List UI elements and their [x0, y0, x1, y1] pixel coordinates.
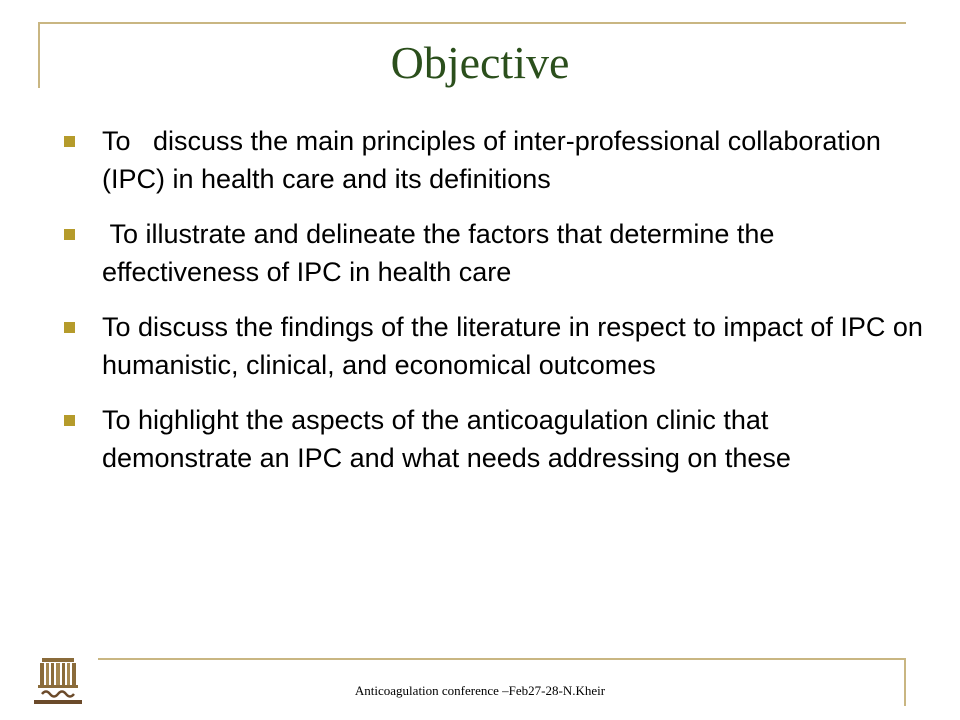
square-bullet-icon [64, 136, 75, 147]
bullet-list [64, 122, 924, 494]
slide-title: Objective [390, 37, 570, 88]
bullet-item [64, 122, 924, 198]
square-bullet-icon [64, 415, 75, 426]
frame-bottom-line [98, 658, 906, 660]
qatar-university-logo [28, 654, 88, 708]
bullet-item [64, 401, 924, 477]
bullet-text: To highlight the aspects of the anticoagulation clinic that demonstrate an IPC and what needs addressing on these [102, 405, 791, 473]
bullet-text: To discuss the main principles of inter-professional collaboration (IPC) in health care and its definitions [102, 126, 889, 194]
square-bullet-icon [64, 229, 75, 240]
frame-top-line [38, 22, 906, 24]
bullet-item [64, 308, 924, 384]
square-bullet-icon [64, 322, 75, 333]
bullet-item [64, 215, 924, 291]
bullet-text: To discuss the findings of the literature in respect to impact of IPC on humanistic, clinical, and economical outcomes [102, 312, 923, 380]
footer-text: Anticoagulation conference –Feb27-28-N.Kheir [354, 683, 606, 698]
bullet-text: To illustrate and delineate the factors that determine the effectiveness of IPC in health care [102, 219, 782, 287]
